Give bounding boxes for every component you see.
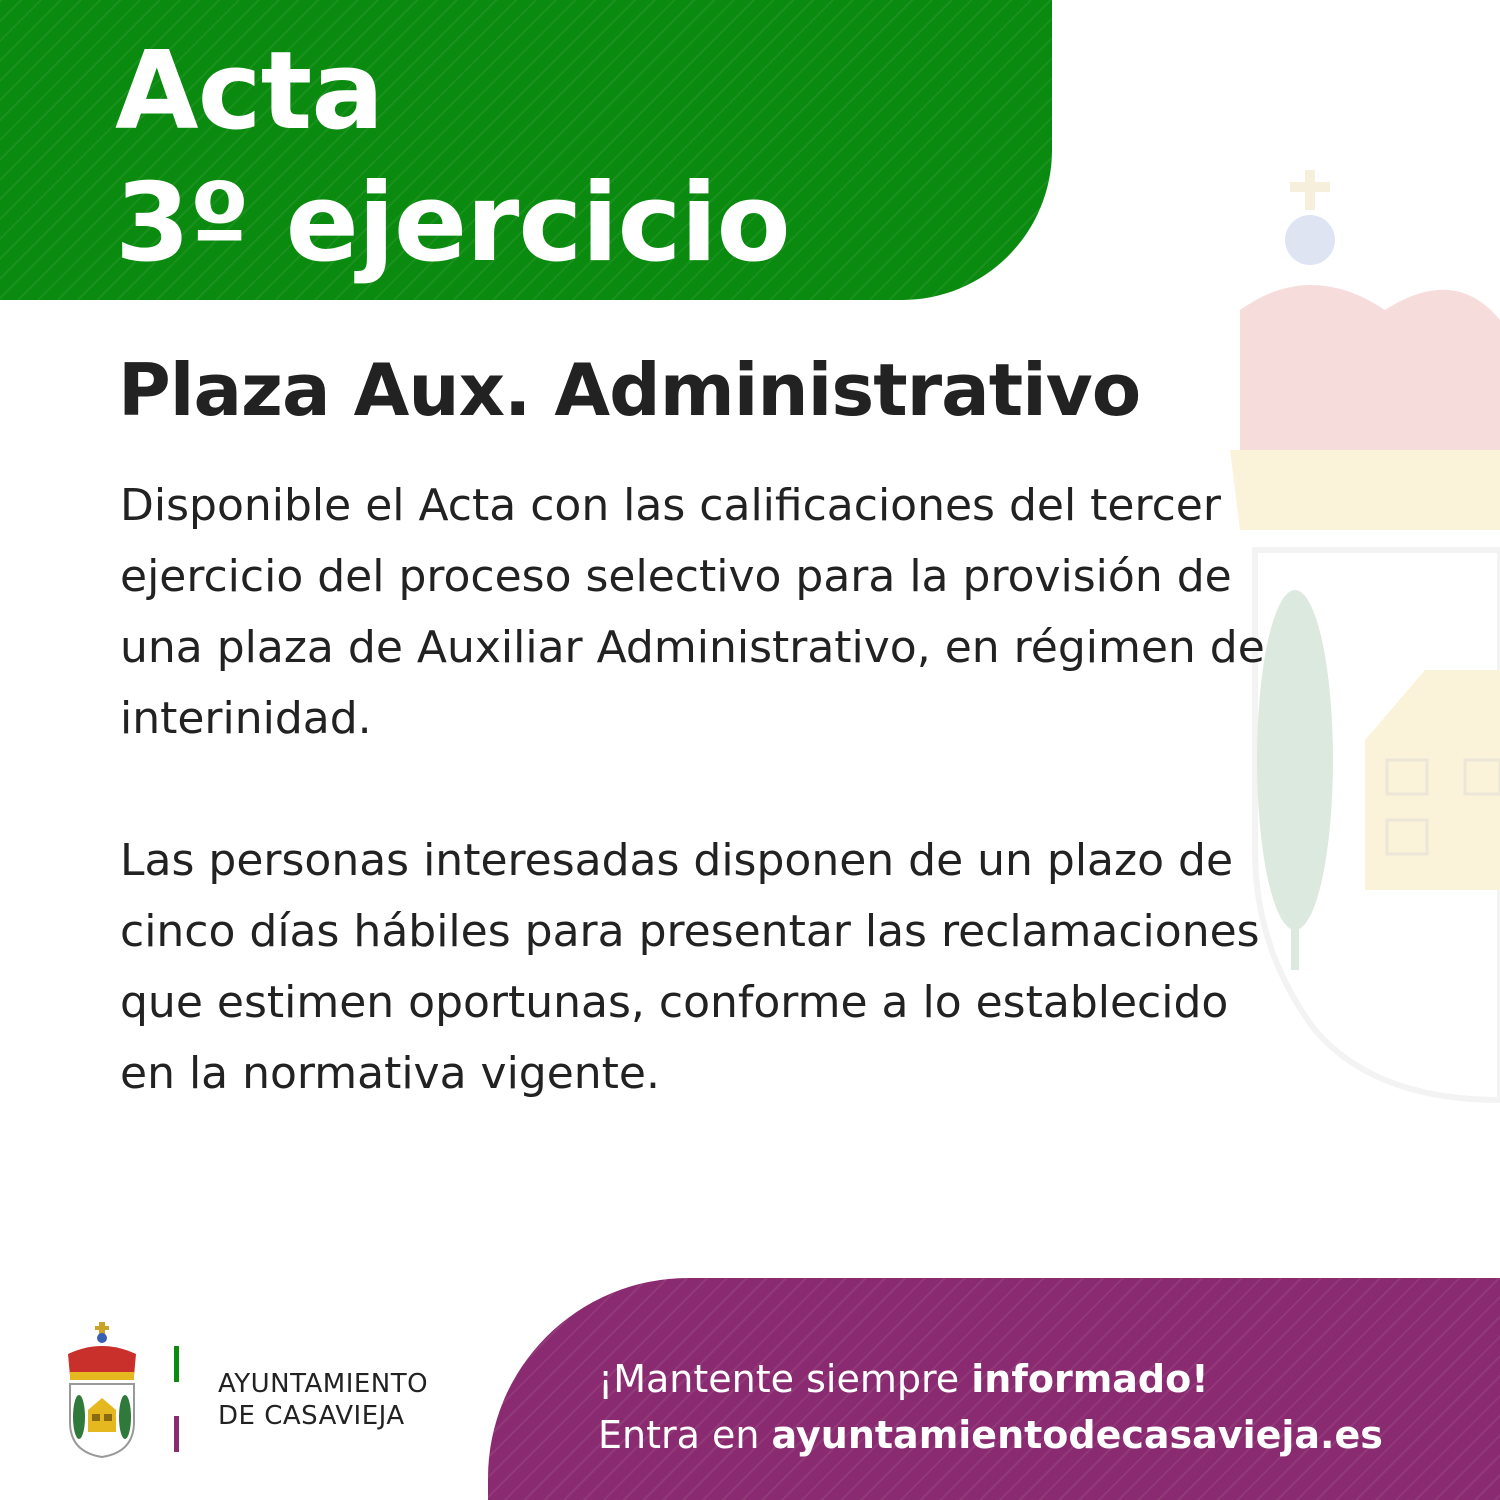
website-link[interactable]: ayuntamientodecasavieja.es — [771, 1413, 1383, 1457]
body-paragraph-2: Las personas interesadas disponen de un plazo de cinco días hábiles para presentar las reclamaciones que estimen oportunas, conforme a lo establecido en la normativa vigente. — [120, 835, 1260, 1099]
org-name-line-1: AYUNTAMIENTO — [218, 1369, 429, 1399]
page-subtitle: Plaza Aux. Administrativo — [118, 348, 1141, 432]
footer-cta — [598, 1357, 1209, 1401]
org-name — [218, 1368, 428, 1432]
divider-purple — [174, 1416, 179, 1452]
body-paragraph-1: Disponible el Acta con las calificaciones del tercer ejercicio del proceso selectivo para la provisión de una plaza de Auxiliar Administrativo, en régimen de interinidad. — [120, 480, 1265, 744]
coat-of-arms-icon — [62, 1322, 142, 1462]
footer-cta-bold: informado! — [971, 1357, 1209, 1401]
divider-green — [174, 1346, 179, 1382]
title-line-1: Acta — [115, 29, 384, 154]
org-name-line-2: DE CASAVIEJA — [218, 1401, 405, 1431]
footer-cta-text: ¡Mantente siempre — [598, 1357, 972, 1401]
title-line-2: 3º ejercicio — [115, 161, 790, 286]
footer-website-prefix: Entra en — [598, 1413, 772, 1457]
footer-website — [598, 1413, 1383, 1457]
